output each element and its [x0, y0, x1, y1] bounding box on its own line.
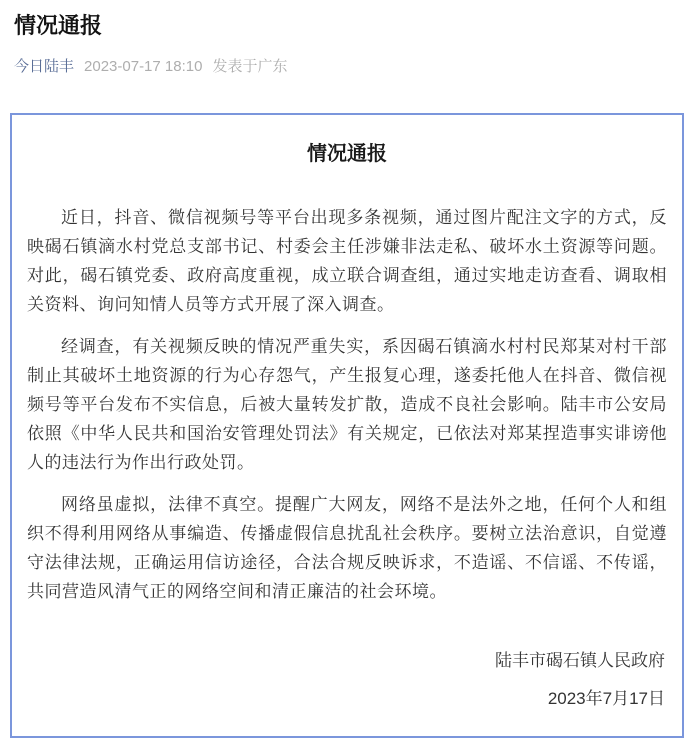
byline: [14, 56, 679, 77]
publish-location: 发表于广东: [212, 58, 288, 75]
signature-date: 2023年7月17日: [547, 689, 665, 708]
notice-box: [10, 113, 684, 738]
notice-paragraph-2: 经调查，有关视频反映的情况严重失实，系因碣石镇滴水村村民郑某对村干部制止其破坏土地资源的行为心存怨气，产生报复心理，遂委托他人在抖音、微信视频号等平台发布不实信息，后被大量转发扩散，造成不良社会影响。陆丰市公安局依照《中华人民共和国治安管理处罚法》有关规定，已依法对郑某捏造事实诽谤他人的违法行为作出行政处罚。: [27, 337, 667, 472]
signature-block: [27, 646, 667, 713]
account-link[interactable]: 今日陆丰: [14, 58, 75, 75]
notice-body: [27, 203, 667, 606]
notice-heading: 情况通报: [307, 143, 387, 165]
notice-paragraph-1: 近日，抖音、微信视频号等平台出现多条视频，通过图片配注文字的方式，反映碣石镇滴水村党总支部书记、村委会主任涉嫌非法走私、破坏水土资源等问题。对此，碣石镇党委、政府高度重视，成立联合调查组，通过实地走访查看、调取相关资料、询问知情人员等方式开展了深入调查。: [27, 208, 667, 314]
notice-paragraph-3: 网络虽虚拟，法律不真空。提醒广大网友，网络不是法外之地，任何个人和组织不得利用网络从事编造、传播虚假信息扰乱社会秩序。要树立法治意识，自觉遵守法律法规，正确运用信访途径，合法合规反映诉求，不造谣、不信谣、不传谣，共同营造风清气正的网络空间和清正廉洁的社会环境。: [27, 495, 667, 601]
signature-org: 陆丰市碣石镇人民政府: [495, 651, 665, 670]
publish-timestamp: 2023-07-17 18:10: [84, 58, 203, 75]
page-title: 情况通报: [14, 13, 103, 38]
